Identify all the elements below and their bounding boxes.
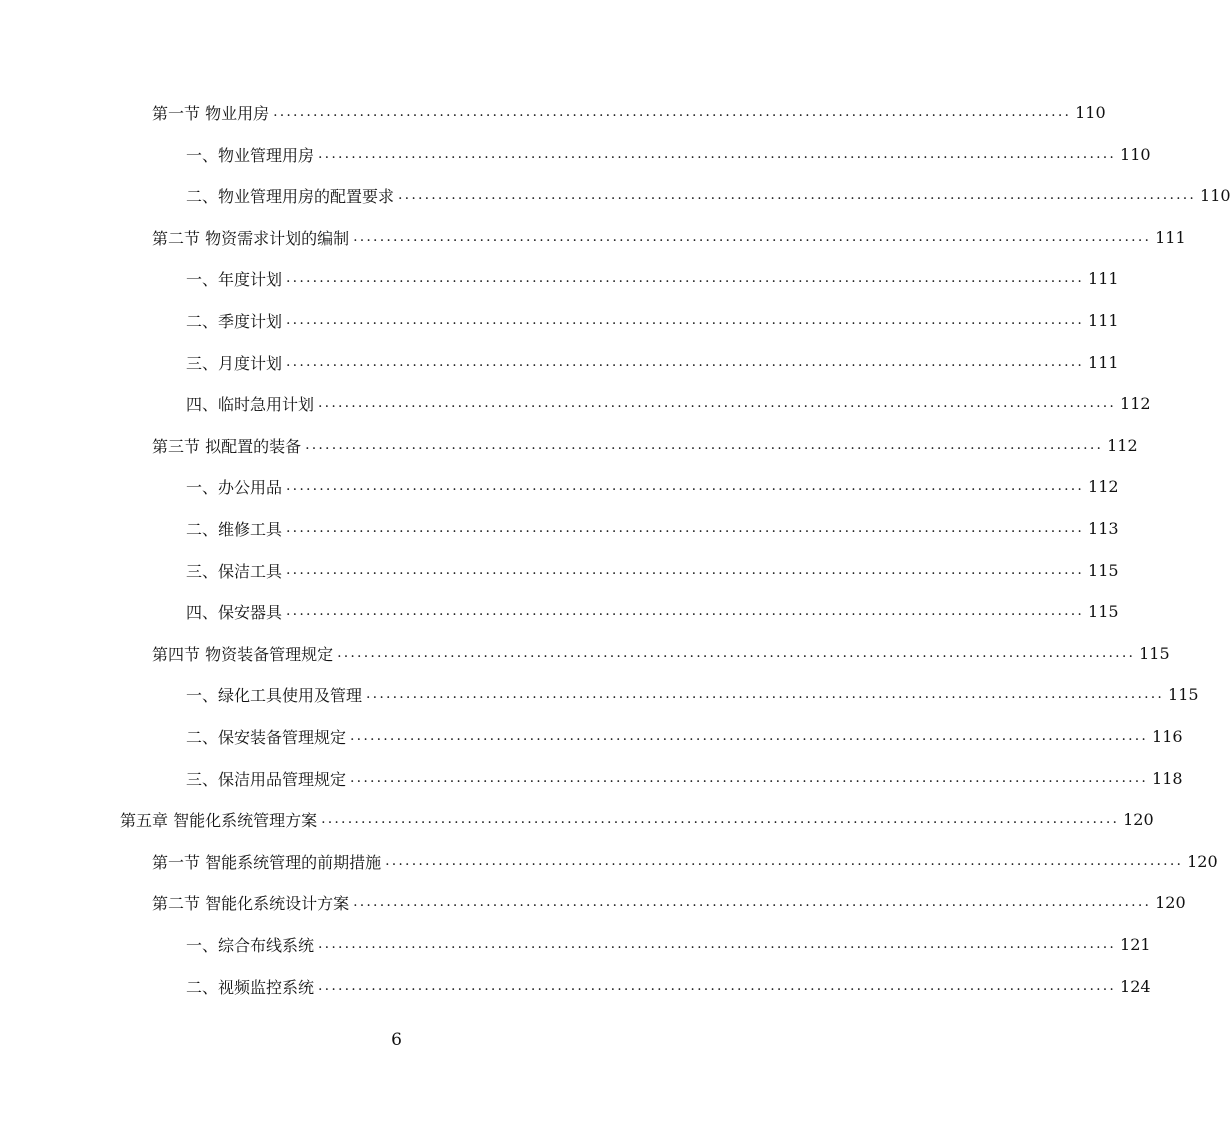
toc-entry[interactable] [186, 971, 1151, 1001]
dot-leader: ........................................................................................................................ [318, 936, 1117, 952]
toc-entry-title: 三、月度计划 [186, 353, 283, 373]
toc-entry-title: 三、保洁工具 [186, 561, 283, 581]
dot-leader: ........................................................................................................................ [350, 770, 1149, 786]
toc-entry-page: 113 [1088, 518, 1119, 538]
toc-entry-page: 111 [1088, 310, 1119, 330]
toc-entry-page: 112 [1088, 476, 1119, 496]
dot-leader: ........................................................................................................................ [337, 645, 1136, 661]
toc-entry-page: 120 [1155, 892, 1186, 912]
dot-leader: ........................................................................................................................ [318, 395, 1117, 411]
toc-entry[interactable] [186, 180, 1231, 210]
toc-entry-title: 一、综合布线系统 [186, 935, 315, 955]
dot-leader: ........................................................................................................................ [385, 853, 1184, 869]
dot-leader: ........................................................................................................................ [353, 894, 1152, 910]
toc-entry-page: 121 [1120, 934, 1151, 954]
toc-entry[interactable] [186, 596, 1119, 626]
dot-leader: ........................................................................................................................ [286, 270, 1085, 286]
dot-leader: ........................................................................................................................ [286, 562, 1085, 578]
toc-entry-title: 二、保安装备管理规定 [186, 727, 347, 747]
toc-entry[interactable] [186, 139, 1151, 169]
toc-entry-title: 一、绿化工具使用及管理 [186, 685, 363, 705]
toc-entry[interactable] [152, 887, 1186, 917]
dot-leader: ........................................................................................................................ [398, 187, 1197, 203]
toc-entry[interactable] [186, 555, 1119, 585]
dot-leader: ........................................................................................................................ [318, 146, 1117, 162]
page-number: 6 [391, 1030, 402, 1050]
toc-entry-title: 一、物业管理用房 [186, 145, 315, 165]
toc-entry-title: 二、视频监控系统 [186, 977, 315, 997]
toc-entry-page: 110 [1120, 144, 1151, 164]
toc-entry[interactable] [186, 388, 1151, 418]
toc-entry-title: 第三节 拟配置的装备 [152, 436, 302, 456]
toc-entry-title: 一、年度计划 [186, 269, 283, 289]
toc-entry-page: 115 [1088, 601, 1119, 621]
toc-entry[interactable] [152, 430, 1138, 460]
toc-entry-page: 112 [1107, 435, 1138, 455]
dot-leader: ........................................................................................................................ [366, 686, 1165, 702]
toc-entry-title: 二、维修工具 [186, 519, 283, 539]
toc-entry-page: 115 [1139, 643, 1170, 663]
toc-entry[interactable] [186, 305, 1119, 335]
toc-entry-title: 第一节 智能系统管理的前期措施 [152, 852, 382, 872]
toc-entry-page: 111 [1088, 352, 1119, 372]
dot-leader: ........................................................................................................................ [353, 229, 1152, 245]
toc-entry[interactable] [186, 471, 1119, 501]
dot-leader: ........................................................................................................................ [350, 728, 1149, 744]
toc-entry[interactable] [186, 763, 1183, 793]
toc-entry-title: 一、办公用品 [186, 477, 283, 497]
toc-entry[interactable] [152, 846, 1218, 876]
toc-entry-page: 120 [1123, 809, 1154, 829]
toc-entry-title: 第五章 智能化系统管理方案 [120, 810, 318, 830]
toc-entry[interactable] [186, 929, 1151, 959]
dot-leader: ........................................................................................................................ [273, 104, 1072, 120]
dot-leader: ........................................................................................................................ [286, 603, 1085, 619]
toc-entry[interactable] [152, 222, 1186, 252]
toc-entry-title: 第一节 物业用房 [152, 103, 270, 123]
toc-entry[interactable] [186, 347, 1119, 377]
toc-entry-title: 第四节 物资装备管理规定 [152, 644, 334, 664]
toc-entry-title: 第二节 物资需求计划的编制 [152, 228, 350, 248]
dot-leader: ........................................................................................................................ [321, 811, 1120, 827]
dot-leader: ........................................................................................................................ [286, 520, 1085, 536]
toc-entry-page: 115 [1088, 560, 1119, 580]
toc-entry-page: 111 [1155, 227, 1186, 247]
dot-leader: ........................................................................................................................ [318, 978, 1117, 994]
toc-entry-page: 116 [1152, 726, 1183, 746]
dot-leader: ........................................................................................................................ [286, 312, 1085, 328]
toc-entry-page: 112 [1120, 393, 1151, 413]
toc-entry[interactable] [186, 513, 1119, 543]
toc-entry-page: 110 [1075, 102, 1106, 122]
toc-entry-title: 第二节 智能化系统设计方案 [152, 893, 350, 913]
toc-entry-page: 115 [1168, 684, 1199, 704]
toc-entry[interactable] [152, 638, 1170, 668]
toc-entry[interactable] [186, 679, 1199, 709]
toc-entry[interactable] [186, 263, 1119, 293]
toc-entry[interactable] [152, 97, 1106, 127]
toc-entry-title: 二、季度计划 [186, 311, 283, 331]
toc-entry-page: 124 [1120, 976, 1151, 996]
toc-entry-page: 118 [1152, 768, 1183, 788]
toc-entry-title: 二、物业管理用房的配置要求 [186, 186, 395, 206]
toc-entry-title: 三、保洁用品管理规定 [186, 769, 347, 789]
toc-entry-title: 四、保安器具 [186, 602, 283, 622]
toc-entry-title: 四、临时急用计划 [186, 394, 315, 414]
dot-leader: ........................................................................................................................ [305, 437, 1104, 453]
toc-entry[interactable] [120, 804, 1154, 834]
toc-entry-page: 120 [1187, 851, 1218, 871]
dot-leader: ........................................................................................................................ [286, 354, 1085, 370]
toc-entry-page: 110 [1200, 185, 1231, 205]
dot-leader: ........................................................................................................................ [286, 478, 1085, 494]
toc-entry[interactable] [186, 721, 1183, 751]
toc-entry-page: 111 [1088, 268, 1119, 288]
